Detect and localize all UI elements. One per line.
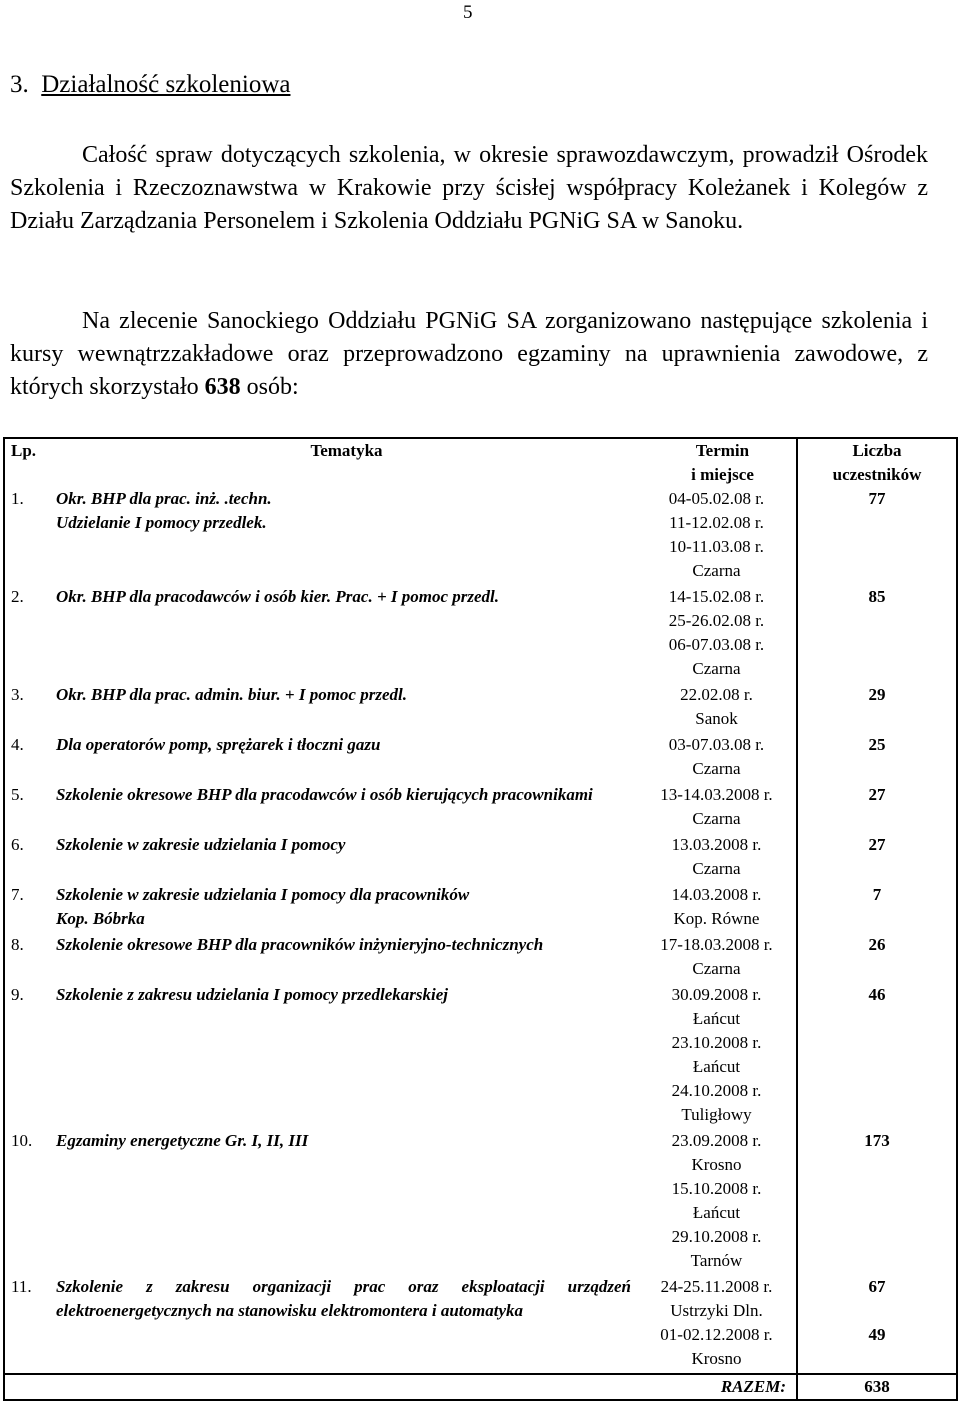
- table-row: [4, 783, 957, 833]
- table-row: [4, 883, 957, 933]
- topic-line: Okr. BHP dla prac. inż. .techn.: [56, 489, 272, 508]
- row-topic: [56, 933, 637, 983]
- section-title: Działalność szkoleniowa: [41, 71, 291, 98]
- term-line: Tarnów: [690, 1251, 743, 1270]
- count-value: 27: [868, 785, 886, 804]
- term-line: 30.09.2008 r.: [671, 985, 762, 1004]
- term-line: 14.03.2008 r.: [671, 885, 762, 904]
- term-line: Sanok: [695, 709, 738, 728]
- count-value: 25: [868, 735, 886, 754]
- row-topic: [56, 883, 637, 933]
- count-value: 173: [864, 1131, 890, 1150]
- row-count: [797, 585, 957, 683]
- term-line: 01-02.12.2008 r.: [660, 1325, 773, 1344]
- row-count: [797, 983, 957, 1129]
- term-line: Ustrzyki Dln.: [670, 1301, 763, 1320]
- term-line: 24.10.2008 r.: [671, 1081, 762, 1100]
- row-term: [637, 1275, 797, 1374]
- count-value: 77: [868, 489, 886, 508]
- topic-line: Okr. BHP dla pracodawców i osób kier. Prac. + I pomoc przedl.: [56, 587, 500, 606]
- row-term: [637, 487, 797, 585]
- term-line: Łańcut: [692, 1009, 741, 1028]
- header-term: [637, 438, 797, 487]
- header-term-line1: Termin: [695, 441, 750, 460]
- row-number: 7.: [11, 885, 24, 904]
- summary-paragraph: [10, 305, 928, 404]
- row-count: [797, 933, 957, 983]
- row-number: 11.: [11, 1277, 32, 1296]
- table-row: [4, 933, 957, 983]
- row-count: [797, 487, 957, 585]
- term-line: 17-18.03.2008 r.: [660, 935, 773, 954]
- term-line: Krosno: [691, 1155, 742, 1174]
- topic-line: Szkolenie z zakresu organizacji prac oraz eksploatacji urządzeń elektroenergetycznych na stanowisku elektromontera i automatyka: [56, 1277, 631, 1320]
- term-line: 22.02.08 r.: [680, 685, 753, 704]
- page-number: 5: [463, 2, 473, 23]
- term-line: Czarna: [692, 759, 741, 778]
- table-row: [4, 487, 957, 585]
- term-line: 14-15.02.08 r.: [668, 587, 765, 606]
- total-label: RAZEM:: [4, 1374, 797, 1400]
- term-line: 24-25.11.2008 r.: [660, 1277, 773, 1296]
- row-term: [637, 683, 797, 733]
- term-line: Czarna: [692, 809, 741, 828]
- term-line: 13.03.2008 r.: [671, 835, 762, 854]
- row-term: [637, 1129, 797, 1275]
- count-spacer: [798, 1299, 956, 1323]
- term-line: 03-07.03.08 r.: [668, 735, 765, 754]
- topic-line: Szkolenie w zakresie udzielania I pomocy: [56, 835, 346, 854]
- row-number: 10.: [11, 1131, 33, 1150]
- term-line: Łańcut: [692, 1203, 741, 1222]
- row-number: 2.: [11, 587, 24, 606]
- count-value: 67: [868, 1277, 886, 1296]
- count-value: 29: [868, 685, 886, 704]
- term-line: Czarna: [692, 959, 741, 978]
- term-line: Czarna: [692, 659, 741, 678]
- topic-line: Dla operatorów pomp, sprężarek i tłoczni gazu: [56, 735, 381, 754]
- row-count: [797, 1275, 957, 1374]
- row-topic: [56, 683, 637, 733]
- count-value: 85: [868, 587, 886, 606]
- table-row: [4, 733, 957, 783]
- header-term-line2: i miejsce: [691, 465, 754, 484]
- row-count: [797, 883, 957, 933]
- term-line: 06-07.03.08 r.: [668, 635, 765, 654]
- topic-line: Udzielanie I pomocy przedlek.: [56, 513, 267, 532]
- table-row: [4, 683, 957, 733]
- table-row: [4, 1275, 957, 1374]
- row-term: [637, 983, 797, 1129]
- header-topic: Tematyka: [310, 441, 383, 460]
- row-number: 1.: [11, 489, 24, 508]
- count-value: 49: [868, 1325, 886, 1344]
- table-row: [4, 1129, 957, 1275]
- header-count: [797, 438, 957, 487]
- row-number: 6.: [11, 835, 24, 854]
- row-term: [637, 833, 797, 883]
- row-count: [797, 733, 957, 783]
- term-line: 25-26.02.08 r.: [668, 611, 765, 630]
- row-count: [797, 833, 957, 883]
- intro-paragraph: Całość spraw dotyczących szkolenia, w okresie sprawozdawczym, prowadził Ośrodek Szkolenia i Rzeczoznawstwa w Krakowie przy ścisłej współpracy Koleżanek i Kolegów z Działu Zarządzania Personelem i Szkolenia Oddziału PGNiG SA w Sanoku.: [10, 142, 928, 234]
- row-term: [637, 933, 797, 983]
- count-value: 7: [872, 885, 882, 904]
- row-topic: [56, 733, 637, 783]
- section-number: 3.: [10, 71, 29, 98]
- row-term: [637, 883, 797, 933]
- row-number: 5.: [11, 785, 24, 804]
- term-line: Czarna: [692, 859, 741, 878]
- count-value: 27: [868, 835, 886, 854]
- term-line: 29.10.2008 r.: [671, 1227, 762, 1246]
- topic-line: Szkolenie w zakresie udzielania I pomocy dla pracowników: [56, 885, 470, 904]
- table-row: [4, 833, 957, 883]
- table-row: [4, 585, 957, 683]
- summary-text-start: Na zlecenie Sanockiego Oddziału PGNiG SA zorganizowano następujące szkolenia i kursy wewnątrzzakładowe oraz przeprowadzono egzaminy na uprawnienia zawodowe, z których skorzystało: [10, 308, 928, 400]
- row-topic: [56, 585, 637, 683]
- header-lp: Lp.: [11, 441, 37, 460]
- row-count: [797, 783, 957, 833]
- term-line: Krosno: [691, 1349, 742, 1368]
- training-table: [3, 437, 958, 1401]
- section-heading: [10, 71, 290, 99]
- row-number: 9.: [11, 985, 24, 1004]
- participants-total: 638: [204, 374, 241, 400]
- topic-line: Szkolenie okresowe BHP dla pracodawców i osób kierujących pracownikami: [56, 785, 593, 804]
- total-row: [4, 1374, 957, 1400]
- row-topic: [56, 487, 637, 585]
- term-line: 10-11.03.08 r.: [669, 537, 764, 556]
- table-body: [4, 487, 957, 1374]
- row-number: 4.: [11, 735, 24, 754]
- total-value: 638: [797, 1374, 957, 1400]
- row-topic: [56, 1129, 637, 1275]
- row-number: 3.: [11, 685, 24, 704]
- header-count-line2: uczestników: [832, 465, 922, 484]
- header-count-line1: Liczba: [852, 441, 902, 460]
- topic-line: Szkolenie okresowe BHP dla pracowników inżynieryjno-technicznych: [56, 935, 544, 954]
- row-term: [637, 733, 797, 783]
- topic-line: Kop. Bóbrka: [56, 909, 145, 928]
- term-line: Czarna: [692, 561, 741, 580]
- topic-line: Okr. BHP dla prac. admin. biur. + I pomoc przedl.: [56, 685, 407, 704]
- count-value: 26: [868, 935, 886, 954]
- term-line: 23.09.2008 r.: [671, 1131, 762, 1150]
- row-topic: [56, 983, 637, 1129]
- term-line: 23.10.2008 r.: [671, 1033, 762, 1052]
- row-topic: [56, 833, 637, 883]
- topic-line: Szkolenie z zakresu udzielania I pomocy przedlekarskiej: [56, 985, 448, 1004]
- term-line: 11-12.02.08 r.: [669, 513, 764, 532]
- term-line: Łańcut: [692, 1057, 741, 1076]
- row-topic: [56, 783, 637, 833]
- row-count: [797, 683, 957, 733]
- row-count: [797, 1129, 957, 1275]
- term-line: Kop. Równe: [673, 909, 760, 928]
- row-term: [637, 585, 797, 683]
- row-term: [637, 783, 797, 833]
- term-line: 15.10.2008 r.: [671, 1179, 762, 1198]
- count-value: 46: [868, 985, 886, 1004]
- row-topic: [56, 1275, 637, 1374]
- summary-text-end: osób:: [240, 374, 299, 400]
- term-line: 13-14.03.2008 r.: [660, 785, 773, 804]
- term-line: Tuligłowy: [681, 1105, 752, 1124]
- term-line: 04-05.02.08 r.: [668, 489, 765, 508]
- table-row: [4, 983, 957, 1129]
- table-header-row: [4, 438, 957, 487]
- topic-line: Egzaminy energetyczne Gr. I, II, III: [56, 1131, 309, 1150]
- row-number: 8.: [11, 935, 24, 954]
